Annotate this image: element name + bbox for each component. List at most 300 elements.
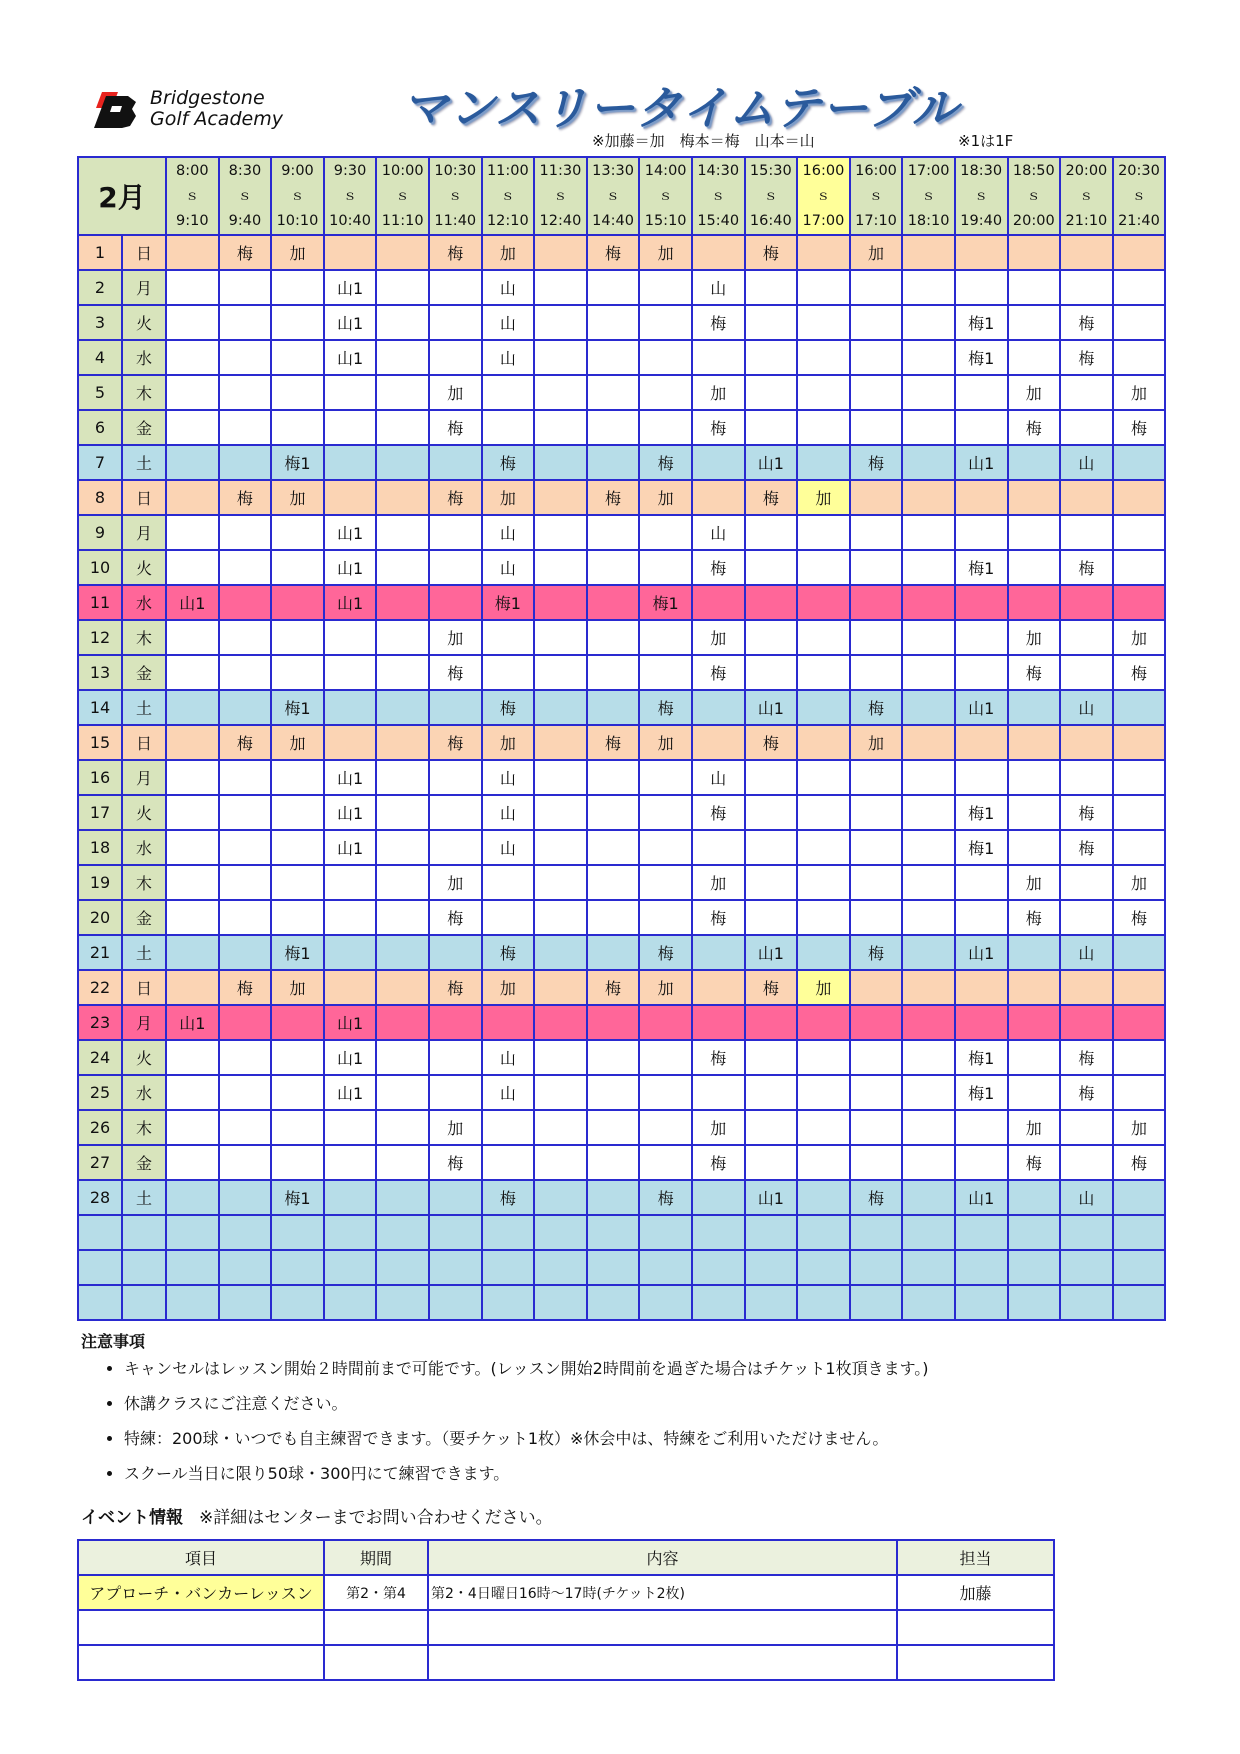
- lesson-cell: [166, 550, 219, 585]
- lesson-cell: [219, 690, 272, 725]
- empty-row: [78, 1215, 1165, 1250]
- lesson-cell: [587, 1180, 640, 1215]
- lesson-cell: [219, 830, 272, 865]
- lesson-cell: 山: [1060, 935, 1113, 970]
- day-row: [78, 445, 1165, 480]
- empty-cell: [745, 1215, 798, 1250]
- lesson-cell: [1060, 585, 1113, 620]
- lesson-cell: [166, 830, 219, 865]
- lesson-cell: [850, 795, 903, 830]
- weekday: 日: [122, 480, 166, 515]
- timeslot-sep: ｓ: [500, 187, 516, 204]
- lesson-cell: 梅: [587, 970, 640, 1005]
- lesson-cell: 加: [639, 725, 692, 760]
- lesson-cell: 加: [1008, 865, 1061, 900]
- event-header-row: [78, 1540, 1054, 1575]
- lesson-cell: [482, 1145, 535, 1180]
- lesson-cell: [166, 970, 219, 1005]
- lesson-cell: [429, 795, 482, 830]
- lesson-cell: [219, 445, 272, 480]
- lesson-cell: [1060, 1145, 1113, 1180]
- lesson-cell: [219, 585, 272, 620]
- lesson-cell: [902, 445, 955, 480]
- lesson-cell: [429, 1075, 482, 1110]
- lesson-cell: [1008, 235, 1061, 270]
- lesson-cell: [429, 340, 482, 375]
- weekday: 火: [122, 1040, 166, 1075]
- timeslot-header: [745, 157, 798, 235]
- lesson-cell: [376, 1145, 429, 1180]
- empty-cell: [955, 1285, 1008, 1320]
- lesson-cell: [692, 1180, 745, 1215]
- lesson-cell: [271, 1110, 324, 1145]
- lesson-cell: [1008, 795, 1061, 830]
- lesson-cell: [745, 270, 798, 305]
- lesson-cell: [166, 410, 219, 445]
- lesson-cell: [850, 410, 903, 445]
- timeslot-start: 13:30: [592, 162, 634, 179]
- empty-cell: [166, 1250, 219, 1285]
- lesson-cell: 加: [1113, 620, 1166, 655]
- lesson-cell: [902, 375, 955, 410]
- timetable: [77, 156, 1166, 1321]
- lesson-cell: [639, 515, 692, 550]
- day-number: 23: [78, 1005, 122, 1040]
- lesson-cell: [219, 305, 272, 340]
- lesson-cell: [376, 235, 429, 270]
- lesson-cell: [1113, 235, 1166, 270]
- lesson-cell: 梅: [1060, 1075, 1113, 1110]
- empty-cell: [429, 1285, 482, 1320]
- lesson-cell: [692, 690, 745, 725]
- lesson-cell: [482, 375, 535, 410]
- lesson-cell: 梅1: [955, 795, 1008, 830]
- lesson-cell: [219, 1005, 272, 1040]
- lesson-cell: [797, 410, 850, 445]
- lesson-cell: [166, 865, 219, 900]
- empty-cell: [219, 1215, 272, 1250]
- lesson-cell: 山: [482, 270, 535, 305]
- event-cell: 加藤: [897, 1575, 1054, 1610]
- day-row: [78, 620, 1165, 655]
- lesson-cell: [166, 725, 219, 760]
- lesson-cell: [271, 585, 324, 620]
- lesson-cell: 梅: [219, 480, 272, 515]
- lesson-cell: [534, 1145, 587, 1180]
- lesson-cell: [219, 340, 272, 375]
- lesson-cell: 梅: [1060, 550, 1113, 585]
- lesson-cell: [429, 515, 482, 550]
- lesson-cell: [639, 410, 692, 445]
- lesson-cell: 梅1: [271, 690, 324, 725]
- lesson-cell: [166, 760, 219, 795]
- timeslot-start: 14:30: [697, 162, 740, 179]
- lesson-cell: [902, 795, 955, 830]
- day-number: 20: [78, 900, 122, 935]
- lesson-cell: [271, 1040, 324, 1075]
- lesson-cell: 梅: [482, 445, 535, 480]
- lesson-cell: 梅: [429, 480, 482, 515]
- lesson-cell: 加: [692, 1110, 745, 1145]
- lesson-cell: [639, 375, 692, 410]
- lesson-cell: [745, 340, 798, 375]
- lesson-cell: [534, 1110, 587, 1145]
- day-row: [78, 970, 1165, 1005]
- lesson-cell: [745, 515, 798, 550]
- day-row: [78, 340, 1165, 375]
- lesson-cell: 梅: [482, 935, 535, 970]
- lesson-cell: [955, 410, 1008, 445]
- lesson-cell: 山1: [324, 270, 377, 305]
- lesson-cell: [429, 830, 482, 865]
- lesson-cell: 加: [797, 970, 850, 1005]
- lesson-cell: 山: [482, 550, 535, 585]
- lesson-cell: [1060, 375, 1113, 410]
- lesson-cell: [1060, 865, 1113, 900]
- lesson-cell: [587, 1110, 640, 1145]
- lesson-cell: [1113, 795, 1166, 830]
- empty-cell: [122, 1250, 166, 1285]
- empty-cell: [1008, 1250, 1061, 1285]
- lesson-cell: [955, 725, 1008, 760]
- lesson-cell: [1008, 1005, 1061, 1040]
- lesson-cell: [692, 445, 745, 480]
- lesson-cell: 山1: [745, 445, 798, 480]
- lesson-cell: [324, 235, 377, 270]
- lesson-cell: [850, 1110, 903, 1145]
- timeslot-end: 9:10: [176, 212, 209, 229]
- lesson-cell: [376, 760, 429, 795]
- note-item: • 特練：200球・いつでも自主練習できます。（要チケット1枚）※休会中は、特練をご利用いただけません。: [124, 1428, 1224, 1463]
- lesson-cell: 加: [1008, 375, 1061, 410]
- lesson-cell: [429, 760, 482, 795]
- lesson-cell: [1113, 480, 1166, 515]
- lesson-cell: 山: [482, 760, 535, 795]
- lesson-cell: [902, 760, 955, 795]
- lesson-cell: [955, 585, 1008, 620]
- empty-cell: [78, 1250, 122, 1285]
- lesson-cell: [1113, 1075, 1166, 1110]
- lesson-cell: [639, 270, 692, 305]
- event-row: [78, 1610, 1054, 1645]
- lesson-cell: [376, 1110, 429, 1145]
- lesson-cell: [482, 655, 535, 690]
- lesson-cell: 梅: [1113, 410, 1166, 445]
- day-row: [78, 1005, 1165, 1040]
- day-number: 10: [78, 550, 122, 585]
- empty-cell: [219, 1250, 272, 1285]
- timeslot-start: 11:30: [539, 162, 582, 179]
- lesson-cell: 梅: [429, 1145, 482, 1180]
- lesson-cell: [692, 340, 745, 375]
- empty-cell: [166, 1285, 219, 1320]
- lesson-cell: 山1: [324, 305, 377, 340]
- logo-line1: Bridgestone: [150, 87, 265, 109]
- day-row: [78, 795, 1165, 830]
- lesson-cell: [639, 1145, 692, 1180]
- day-number: 15: [78, 725, 122, 760]
- timeslot-end: 21:40: [1118, 212, 1160, 229]
- lesson-cell: [271, 795, 324, 830]
- lesson-cell: [324, 970, 377, 1005]
- lesson-cell: [955, 235, 1008, 270]
- lesson-cell: [429, 935, 482, 970]
- lesson-cell: [219, 900, 272, 935]
- lesson-cell: [692, 725, 745, 760]
- lesson-cell: [271, 900, 324, 935]
- lesson-cell: [219, 270, 272, 305]
- event-cell: 第2・第4: [324, 1575, 428, 1610]
- lesson-cell: [1113, 340, 1166, 375]
- lesson-cell: [219, 1110, 272, 1145]
- lesson-cell: [271, 410, 324, 445]
- lesson-cell: [955, 270, 1008, 305]
- lesson-cell: [429, 1040, 482, 1075]
- notes-title: 注意事項: [81, 1332, 146, 1351]
- lesson-cell: 山1: [324, 340, 377, 375]
- day-row: [78, 1180, 1165, 1215]
- lesson-cell: [1008, 970, 1061, 1005]
- day-row: [78, 305, 1165, 340]
- event-cell: 第2・4日曜日16時～17時(チケット2枚): [428, 1575, 897, 1610]
- lesson-cell: 梅1: [955, 340, 1008, 375]
- lesson-cell: [797, 620, 850, 655]
- lesson-cell: [745, 655, 798, 690]
- lesson-cell: 梅: [692, 305, 745, 340]
- lesson-cell: [850, 585, 903, 620]
- lesson-cell: 加: [639, 970, 692, 1005]
- lesson-cell: 加: [271, 480, 324, 515]
- lesson-cell: [376, 725, 429, 760]
- lesson-cell: [587, 340, 640, 375]
- lesson-cell: [797, 760, 850, 795]
- weekday: 土: [122, 690, 166, 725]
- empty-cell: [1060, 1250, 1113, 1285]
- lesson-cell: [271, 1145, 324, 1180]
- empty-cell: [376, 1250, 429, 1285]
- lesson-cell: 山: [1060, 445, 1113, 480]
- lesson-cell: [376, 1180, 429, 1215]
- lesson-cell: [745, 1005, 798, 1040]
- lesson-cell: [166, 795, 219, 830]
- timeslot-header: [587, 157, 640, 235]
- event-header-cell: 内容: [428, 1540, 897, 1575]
- weekday: 土: [122, 1180, 166, 1215]
- empty-cell: [797, 1250, 850, 1285]
- lesson-cell: [639, 830, 692, 865]
- day-row: [78, 1075, 1165, 1110]
- lesson-cell: [797, 935, 850, 970]
- lesson-cell: [1113, 970, 1166, 1005]
- timeslot-header: [271, 157, 324, 235]
- lesson-cell: [376, 340, 429, 375]
- lesson-cell: [376, 865, 429, 900]
- empty-cell: [429, 1215, 482, 1250]
- lesson-cell: [902, 585, 955, 620]
- timeslot-header: [1060, 157, 1113, 235]
- timeslot-header: [219, 157, 272, 235]
- lesson-cell: 梅1: [271, 445, 324, 480]
- lesson-cell: [376, 410, 429, 445]
- weekday: 金: [122, 1145, 166, 1180]
- lesson-cell: [376, 515, 429, 550]
- lesson-cell: [692, 585, 745, 620]
- empty-cell: [324, 1250, 377, 1285]
- lesson-cell: 梅: [639, 445, 692, 480]
- lesson-cell: [429, 270, 482, 305]
- lesson-cell: [639, 795, 692, 830]
- lesson-cell: 梅1: [639, 585, 692, 620]
- lesson-cell: [324, 655, 377, 690]
- lesson-cell: [850, 550, 903, 585]
- timeslot-end: 15:40: [697, 212, 740, 229]
- empty-cell: [902, 1285, 955, 1320]
- lesson-cell: [587, 865, 640, 900]
- lesson-cell: [1008, 830, 1061, 865]
- timeslot-header: [534, 157, 587, 235]
- lesson-cell: [534, 550, 587, 585]
- lesson-cell: [797, 550, 850, 585]
- lesson-cell: [955, 375, 1008, 410]
- lesson-cell: 加: [639, 480, 692, 515]
- lesson-cell: 梅: [1008, 655, 1061, 690]
- lesson-cell: [376, 585, 429, 620]
- timeslot-header: [376, 157, 429, 235]
- lesson-cell: [745, 865, 798, 900]
- lesson-cell: 加: [271, 970, 324, 1005]
- lesson-cell: [534, 690, 587, 725]
- lesson-cell: [166, 1145, 219, 1180]
- lesson-cell: 梅: [692, 900, 745, 935]
- lesson-cell: [376, 655, 429, 690]
- empty-cell: [376, 1285, 429, 1320]
- empty-cell: [376, 1215, 429, 1250]
- lesson-cell: [639, 655, 692, 690]
- lesson-cell: [1008, 550, 1061, 585]
- lesson-cell: 加: [482, 970, 535, 1005]
- lesson-cell: 山1: [324, 760, 377, 795]
- lesson-cell: [219, 550, 272, 585]
- lesson-cell: 加: [692, 865, 745, 900]
- timeslot-header: [639, 157, 692, 235]
- lesson-cell: [1113, 760, 1166, 795]
- lesson-cell: 山1: [324, 550, 377, 585]
- lesson-cell: 梅: [1060, 830, 1113, 865]
- timeslot-end: 14:40: [592, 212, 634, 229]
- lesson-cell: [902, 830, 955, 865]
- timeslot-start: 10:00: [381, 162, 424, 179]
- lesson-cell: 加: [1008, 1110, 1061, 1145]
- event-section-title: [81, 1503, 553, 1528]
- event-cell: [78, 1610, 324, 1645]
- empty-cell: [429, 1250, 482, 1285]
- timeslot-header: [955, 157, 1008, 235]
- lesson-cell: 梅: [745, 725, 798, 760]
- lesson-cell: [534, 1040, 587, 1075]
- lesson-cell: [324, 375, 377, 410]
- lesson-cell: [219, 1145, 272, 1180]
- day-number: 19: [78, 865, 122, 900]
- lesson-cell: 梅: [639, 1180, 692, 1215]
- day-number: 6: [78, 410, 122, 445]
- day-row: [78, 935, 1165, 970]
- lesson-cell: [1008, 1075, 1061, 1110]
- lesson-cell: [955, 480, 1008, 515]
- day-row: [78, 690, 1165, 725]
- timeslot-end: 19:40: [960, 212, 1003, 229]
- lesson-cell: [1113, 725, 1166, 760]
- event-table: [77, 1539, 1055, 1681]
- lesson-cell: [534, 1005, 587, 1040]
- brand-logo: [92, 88, 283, 130]
- timeslot-start: 8:00: [176, 162, 209, 179]
- lesson-cell: [955, 760, 1008, 795]
- lesson-cell: [534, 375, 587, 410]
- lesson-cell: [376, 1075, 429, 1110]
- day-number: 18: [78, 830, 122, 865]
- timeslot-start: 16:00: [802, 162, 845, 179]
- timetable-header-row: [78, 157, 1165, 235]
- lesson-cell: [587, 1145, 640, 1180]
- empty-cell: [850, 1215, 903, 1250]
- day-number: 9: [78, 515, 122, 550]
- lesson-cell: [219, 935, 272, 970]
- lesson-cell: [902, 865, 955, 900]
- day-row: [78, 480, 1165, 515]
- empty-cell: [78, 1285, 122, 1320]
- lesson-cell: [219, 795, 272, 830]
- lesson-cell: [1113, 1040, 1166, 1075]
- timeslot-end: 21:10: [1065, 212, 1108, 229]
- lesson-cell: [850, 305, 903, 340]
- lesson-cell: 梅: [587, 725, 640, 760]
- lesson-cell: [166, 655, 219, 690]
- lesson-cell: [1060, 725, 1113, 760]
- lesson-cell: [1008, 725, 1061, 760]
- lesson-cell: 加: [692, 375, 745, 410]
- lesson-cell: [902, 935, 955, 970]
- timeslot-start: 14:00: [644, 162, 687, 179]
- lesson-cell: [166, 340, 219, 375]
- lesson-cell: 山: [482, 1075, 535, 1110]
- lesson-cell: [902, 1110, 955, 1145]
- lesson-cell: [534, 515, 587, 550]
- lesson-cell: [1113, 830, 1166, 865]
- lesson-cell: 梅: [482, 1180, 535, 1215]
- instructor-legend: ※加藤＝加 梅本＝梅 山本＝山: [592, 132, 815, 150]
- lesson-cell: [1113, 515, 1166, 550]
- lesson-cell: [850, 655, 903, 690]
- lesson-cell: [902, 655, 955, 690]
- weekday: 火: [122, 550, 166, 585]
- lesson-cell: [1060, 410, 1113, 445]
- empty-cell: [587, 1250, 640, 1285]
- event-cell: [428, 1610, 897, 1645]
- lesson-cell: 山: [482, 340, 535, 375]
- lesson-cell: [534, 935, 587, 970]
- note-item: • キャンセルはレッスン開始２時間前まで可能です。(レッスン開始2時間前を過ぎた場合はチケット1枚頂きます。): [124, 1358, 1224, 1393]
- event-cell: [324, 1645, 428, 1680]
- lesson-cell: [902, 1075, 955, 1110]
- lesson-cell: [324, 690, 377, 725]
- day-row: [78, 725, 1165, 760]
- lesson-cell: [745, 410, 798, 445]
- lesson-cell: [482, 900, 535, 935]
- lesson-cell: [587, 830, 640, 865]
- lesson-cell: [587, 445, 640, 480]
- empty-row: [78, 1250, 1165, 1285]
- lesson-cell: [745, 900, 798, 935]
